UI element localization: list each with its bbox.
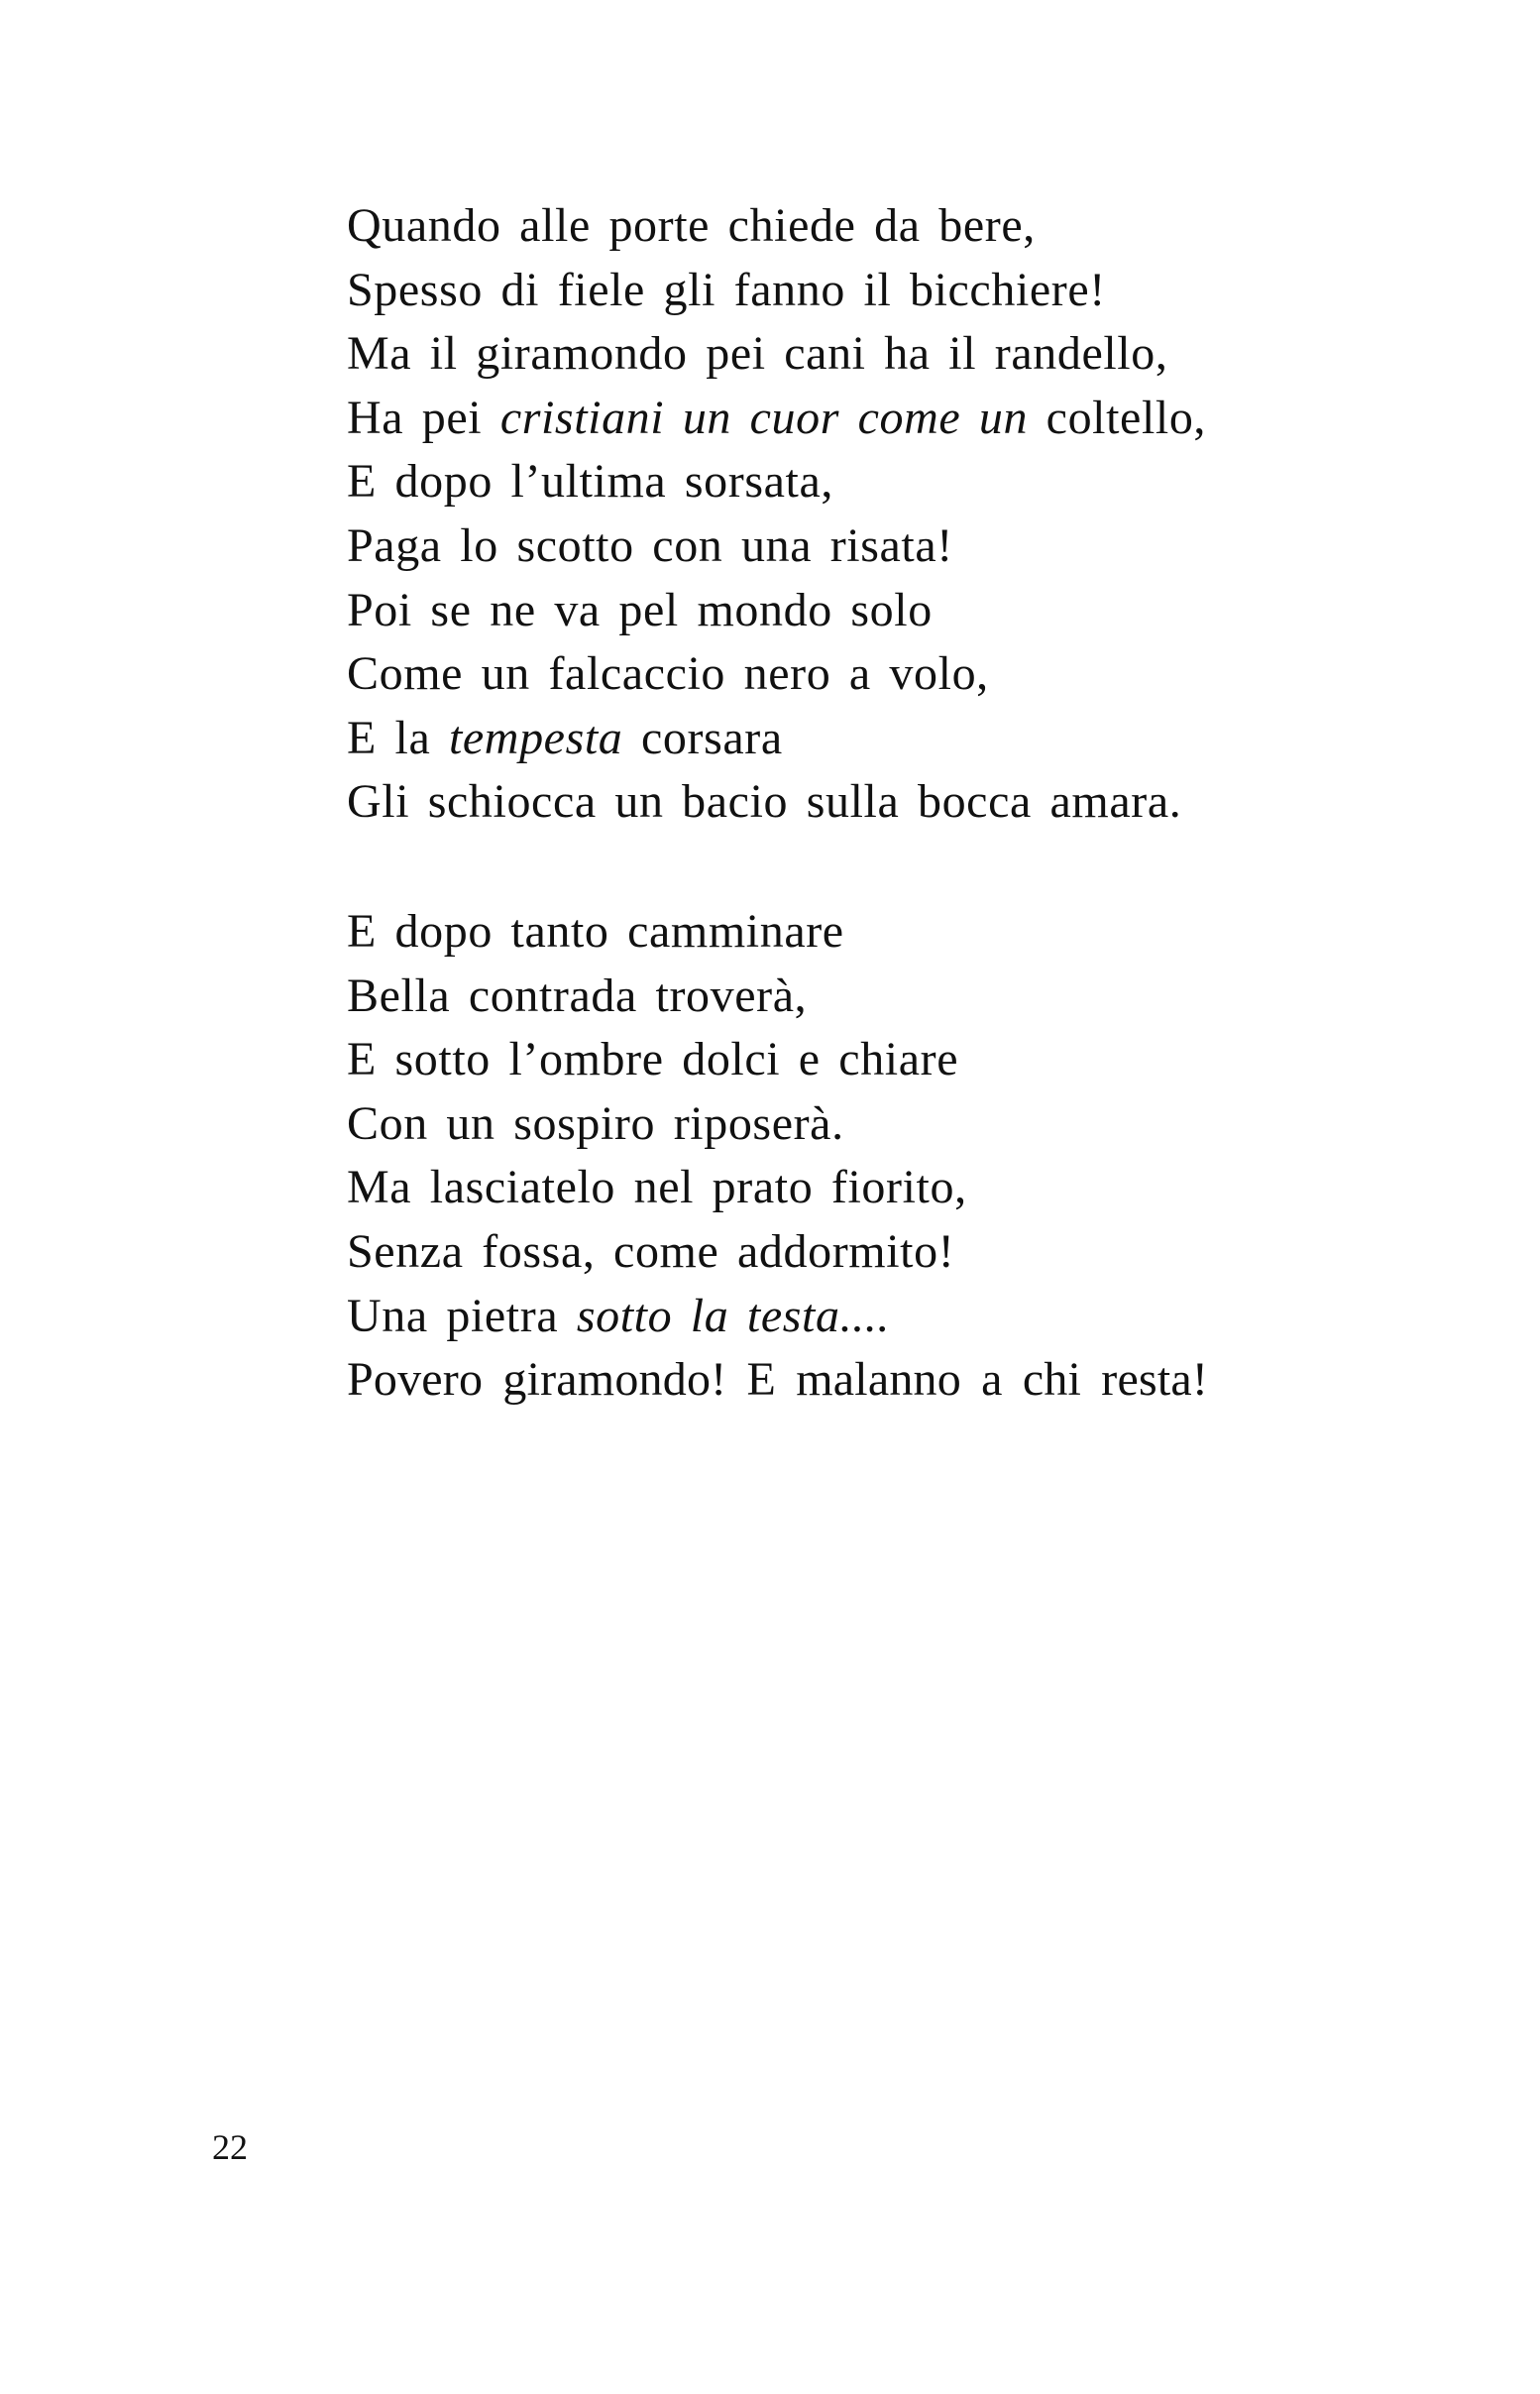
verse-line: Quando alle porte chiede da bere, (347, 199, 1036, 252)
verse-line (347, 1285, 1208, 1349)
verse-line: Spesso di fiele gli fanno il bicchiere! (347, 263, 1106, 316)
verse-line: Come un falcaccio nero a volo, (347, 647, 989, 701)
stanza-1 (347, 194, 1206, 835)
verse-line: E sotto l’ombre dolci e chiare (347, 1033, 959, 1086)
verse-line: Poi se ne va pel mondo solo (347, 583, 933, 636)
verse-line: E dopo l’ultima sorsata, (347, 455, 833, 509)
verse-italic-text: tempesta (448, 711, 623, 764)
verse-line: Ma lasciatelo nel prato fiorito, (347, 1161, 967, 1214)
verse-text: corsara (622, 711, 783, 764)
verse-text: Una pietra (347, 1289, 577, 1342)
verse-italic-text: cristiani un cuor come un (499, 391, 1029, 444)
verse-line: Paga lo scotto con una risata! (347, 518, 953, 572)
verse-line (347, 387, 1206, 451)
verse-line: Povero giramondo! E malanno a chi resta! (347, 1353, 1209, 1407)
verse-line: Gli schiocca un bacio sulla bocca amara. (347, 775, 1182, 829)
verse-text: coltello, (1028, 391, 1207, 444)
verse-line: Bella contrada troverà, (347, 969, 808, 1022)
verse-line: Senza fossa, come addormito! (347, 1224, 955, 1278)
page-number: 22 (212, 2127, 248, 2167)
stanza-2 (347, 900, 1208, 1413)
verse-line: Ma il giramondo pei cani ha il randello, (347, 327, 1168, 381)
verse-line: Con un sospiro riposerà. (347, 1096, 844, 1150)
verse-italic-text: sotto la testa.... (576, 1289, 890, 1342)
verse-line (347, 707, 1206, 771)
verse-text: E la (347, 711, 449, 764)
verse-text: Ha pei (347, 391, 500, 444)
verse-line: E dopo tanto camminare (347, 905, 844, 958)
